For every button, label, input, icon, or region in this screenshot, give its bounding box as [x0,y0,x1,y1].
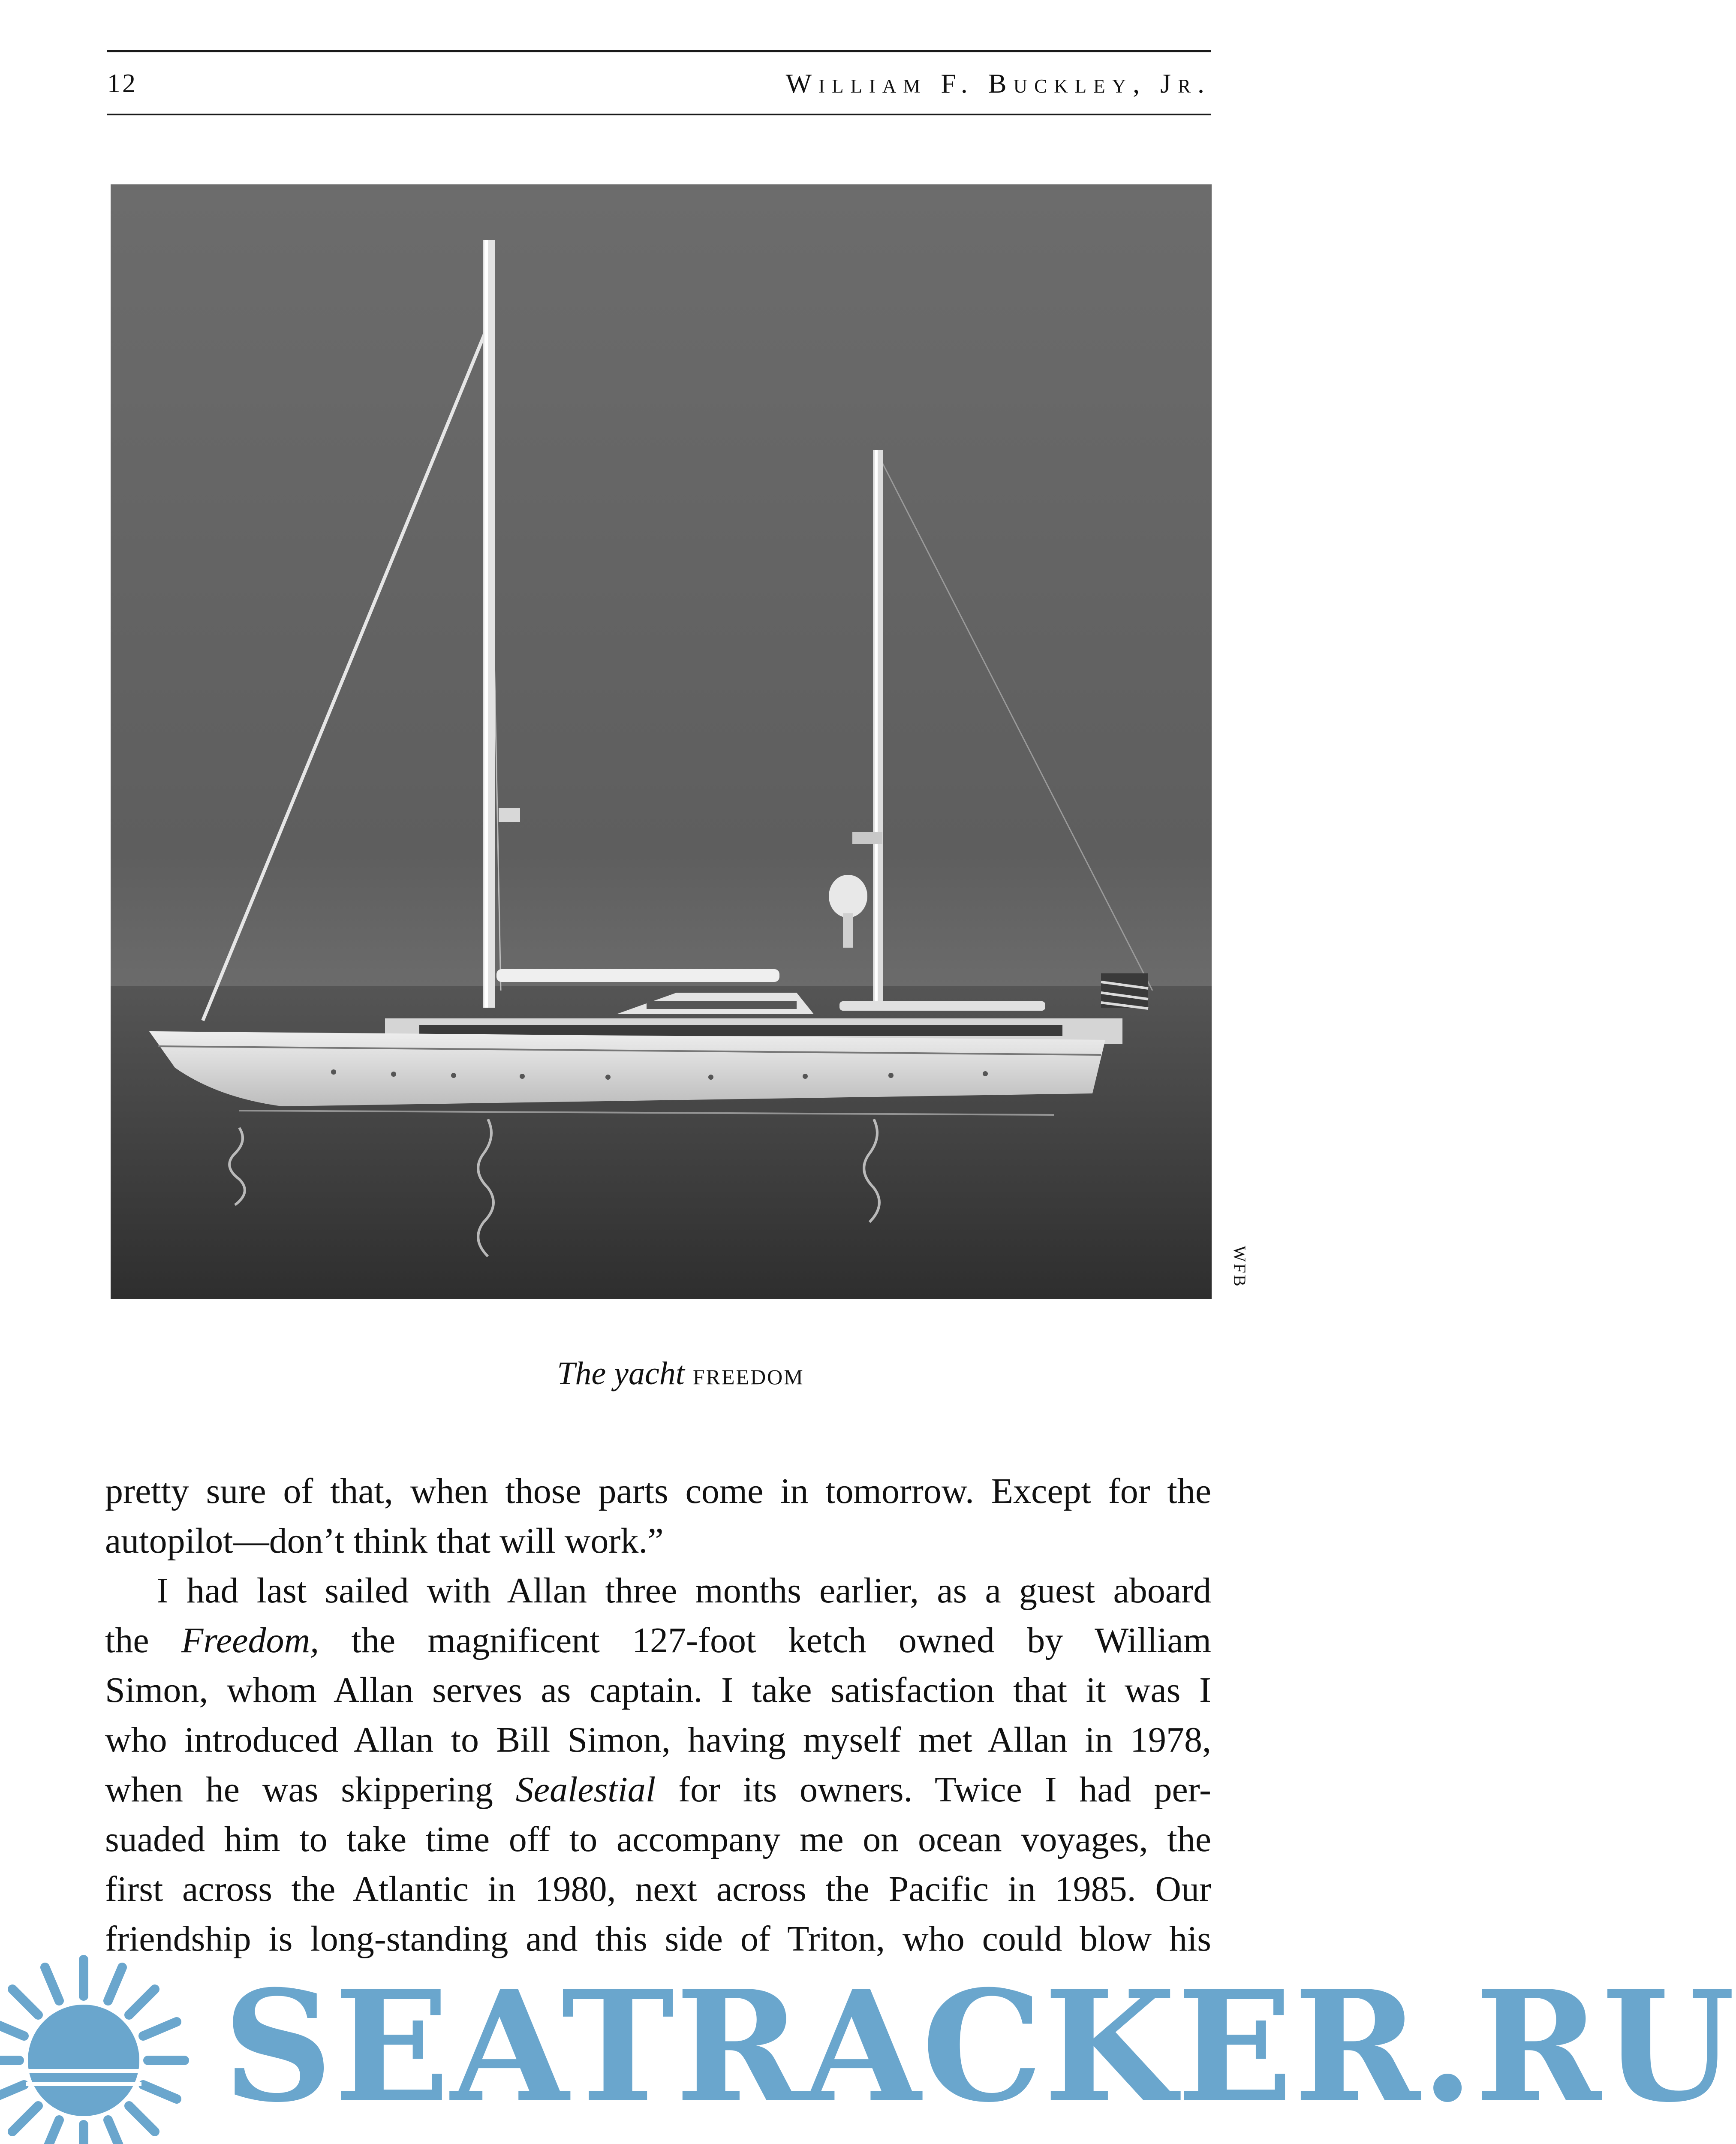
text-line: first across the Atlantic in 1980, next across the Pacific in 1985. Our [105,1869,1211,1909]
text-line: who introduced Allan to Bill Simon, having myself met Allan in 1978, [105,1720,1211,1760]
text-line: I had last sailed with Allan three months earlier, as a guest aboard [156,1571,1211,1611]
caption-italic: The yacht [557,1355,693,1391]
yacht-photo [111,184,1212,1299]
header-top-rule [107,50,1211,52]
page-number: 12 [107,69,137,98]
text-line: the Freedom, the magnificent 127-foot ketch owned by William [105,1620,1211,1660]
header-bottom-rule [107,114,1211,115]
watermark-text: SEATRACKER.RU [223,1957,1736,2136]
text-line: pretty sure of that, when those parts come in tomorrow. Except for the [105,1471,1211,1511]
text-line: when he was skippering Sealestial for its owners. Twice I had per- [105,1770,1212,1810]
photo-credit: WFB [1230,1246,1249,1288]
text-line: friendship is long-standing and this side of Triton, who could blow his [105,1919,1211,1959]
body-text [105,1466,1211,1964]
photo-caption [0,1355,1361,1392]
caption-boat-name: freedom [692,1357,804,1391]
text-line: autopilot—don’t think that will work.” [105,1521,664,1561]
sun-logo-icon [0,1960,184,2144]
text-line: suaded him to take time off to accompany me on ocean voyages, the [105,1819,1211,1859]
running-head: William F. Buckley, Jr. [785,68,1211,99]
text-line: Simon, whom Allan serves as captain. I take satisfaction that it was I [105,1670,1211,1710]
